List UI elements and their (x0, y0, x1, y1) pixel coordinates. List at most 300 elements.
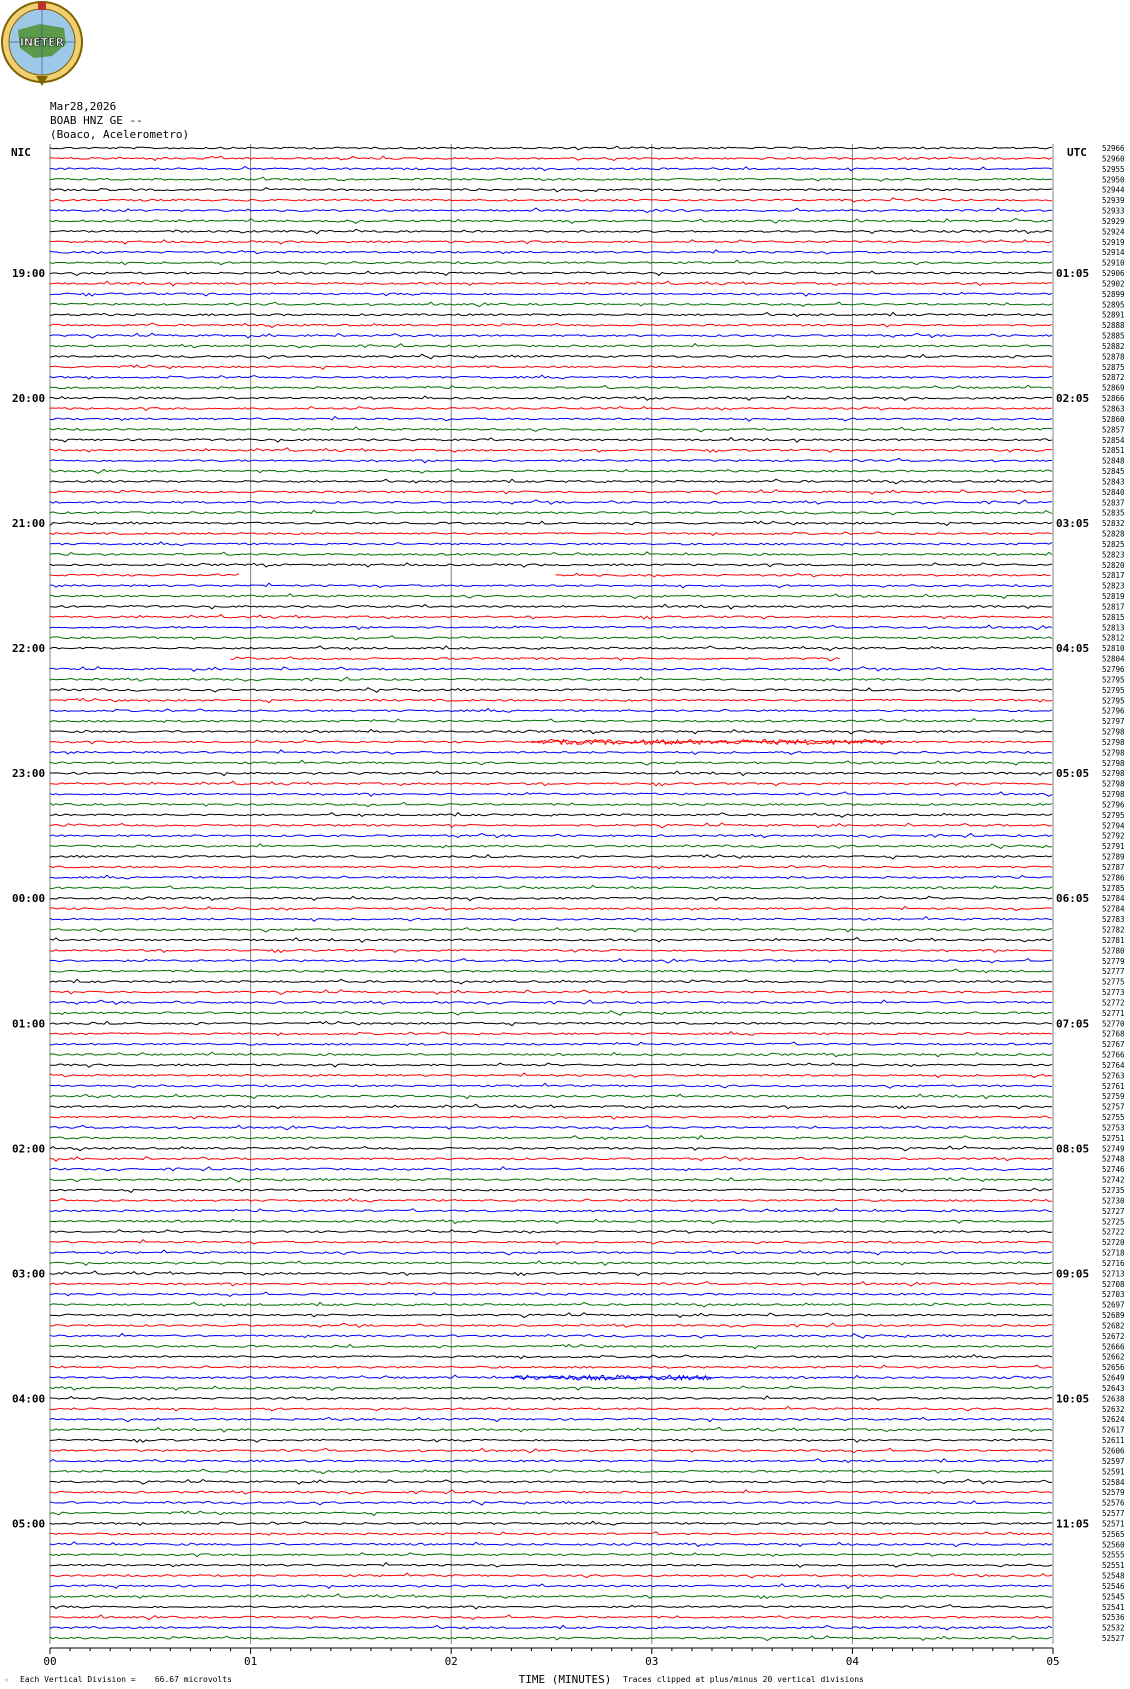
trace-label: 52638 (1102, 1394, 1125, 1404)
seismic-trace (50, 792, 1052, 796)
seismic-trace (50, 458, 1052, 462)
x-tick-label: 03 (645, 1655, 659, 1669)
seismic-trace (50, 1490, 1052, 1494)
right-time-label: 09:05 (1056, 1267, 1090, 1281)
seismic-trace (50, 1427, 1052, 1432)
trace-label: 52611 (1102, 1436, 1125, 1446)
seismic-trace (50, 1511, 1052, 1515)
trace-label: 52851 (1102, 446, 1125, 456)
trace-label: 52777 (1102, 967, 1125, 977)
seismic-trace (50, 1230, 1052, 1234)
trace-label: 52597 (1102, 1456, 1125, 1466)
trace-label: 52772 (1102, 998, 1125, 1008)
trace-label: 52789 (1102, 852, 1125, 862)
trace-label: 52759 (1102, 1092, 1125, 1102)
seismic-trace (50, 438, 1052, 443)
seismic-trace (50, 1469, 1052, 1473)
seismic-trace (50, 1500, 1052, 1504)
trace-label: 52832 (1102, 519, 1125, 529)
trace-label: 52722 (1102, 1227, 1125, 1237)
seismic-trace (50, 1355, 1052, 1359)
seismic-trace (50, 1198, 1052, 1202)
seismic-trace (50, 615, 1052, 619)
trace-label: 52795 (1102, 810, 1125, 820)
seismic-trace (50, 865, 1052, 869)
trace-label: 52579 (1102, 1488, 1125, 1498)
x-axis-ticks (43, 1648, 1059, 1668)
right-time-label: 07:05 (1056, 1017, 1090, 1031)
trace-label: 52910 (1102, 258, 1125, 268)
seismic-trace (50, 1208, 1052, 1211)
seismic-trace (50, 750, 1052, 755)
x-tick-label: 04 (845, 1655, 860, 1669)
trace-label: 52795 (1102, 696, 1125, 706)
seismic-trace (50, 1636, 1052, 1641)
seismic-trace (50, 885, 1052, 888)
seismic-trace (50, 928, 1052, 932)
seismic-trace (50, 1459, 1052, 1463)
seismic-trace (50, 229, 1052, 233)
scale-note: Each Vertical Division = 66.67 microvolts (20, 1675, 232, 1684)
plot-date: Mar28,2026 (50, 100, 117, 113)
trace-label: 52785 (1102, 883, 1125, 893)
seismic-trace (50, 646, 1052, 651)
trace-group (50, 146, 1052, 1640)
seismic-trace (50, 1615, 1052, 1619)
seismic-trace (50, 959, 1052, 963)
trace-label: 52786 (1102, 873, 1125, 883)
trace-label: 52768 (1102, 1029, 1125, 1039)
station-code: BOAB HNZ GE -- (50, 114, 143, 127)
seismic-trace (50, 500, 1052, 504)
trace-label: 52854 (1102, 435, 1125, 445)
station-location: (Boaco, Acelerometro) (50, 128, 190, 141)
seismic-trace (50, 604, 1052, 609)
seismic-trace (231, 657, 840, 661)
seismic-trace (50, 1011, 1052, 1015)
trace-label: 52906 (1102, 269, 1125, 279)
trace-label: 52798 (1102, 779, 1125, 789)
trace-label: 52929 (1102, 216, 1125, 226)
trace-label: 52798 (1102, 769, 1125, 779)
trace-label: 52548 (1102, 1571, 1125, 1581)
seismic-trace (50, 1156, 1052, 1161)
seismic-trace (50, 323, 1052, 327)
trace-label: 52735 (1102, 1186, 1125, 1195)
trace-label: 52624 (1102, 1415, 1125, 1425)
trace-label: 52863 (1102, 404, 1125, 414)
trace-label: 52766 (1102, 1050, 1125, 1060)
seismic-trace (50, 542, 1052, 546)
seismic-trace (50, 563, 1052, 567)
seismic-trace (50, 969, 1052, 973)
trace-label: 52591 (1102, 1467, 1125, 1477)
clip-note: Traces clipped at plus/minus 20 vertical divisions (623, 1675, 864, 1684)
trace-label: 52703 (1102, 1290, 1125, 1300)
trace-label: 52551 (1102, 1561, 1125, 1571)
corner-mark: ◦ (4, 1676, 9, 1685)
trace-label: 52869 (1102, 383, 1125, 393)
seismic-trace (50, 177, 1052, 181)
seismic-trace (50, 1313, 1052, 1318)
trace-label: 52751 (1102, 1133, 1125, 1143)
seismic-trace (50, 417, 1052, 422)
seismic-trace (50, 1448, 1052, 1452)
seismic-trace (50, 1521, 1052, 1525)
trace-label: 52773 (1102, 988, 1125, 998)
trace-label: 52837 (1102, 498, 1125, 508)
trace-label: 52950 (1102, 175, 1125, 185)
trace-label: 52713 (1102, 1269, 1125, 1279)
seismic-trace (50, 1073, 1052, 1078)
seismic-trace (50, 771, 1052, 776)
trace-label: 52820 (1102, 560, 1125, 570)
seismic-trace (50, 1375, 1052, 1378)
seismic-trace (50, 188, 1052, 192)
right-timezone-label: UTC (1067, 146, 1087, 159)
trace-label: 52532 (1102, 1623, 1125, 1633)
trace-label: 52672 (1102, 1331, 1125, 1341)
trace-label: 52960 (1102, 154, 1125, 164)
trace-label: 52708 (1102, 1279, 1125, 1289)
trace-label: 52914 (1102, 248, 1125, 258)
trace-label: 52757 (1102, 1102, 1125, 1112)
trace-label: 52835 (1102, 508, 1125, 518)
seismic-trace (50, 719, 1052, 723)
trace-label: 52794 (1102, 821, 1125, 831)
trace-label: 52781 (1102, 935, 1125, 945)
seismic-trace (50, 802, 1052, 806)
trace-label: 52825 (1102, 539, 1125, 549)
seismic-trace (50, 1063, 1052, 1067)
seismic-trace (50, 855, 1052, 859)
trace-label: 52798 (1102, 737, 1125, 747)
seismic-trace (50, 1250, 1052, 1255)
trace-label: 52779 (1102, 956, 1125, 966)
seismic-trace (50, 698, 1052, 702)
trace-label: 52813 (1102, 623, 1125, 633)
seismic-trace (50, 260, 1052, 265)
seismic-trace (50, 344, 1052, 348)
seismic-trace (50, 896, 1052, 900)
trace-label: 52795 (1102, 685, 1125, 695)
left-time-labels (12, 267, 45, 1530)
seismic-trace (50, 396, 1052, 400)
seismic-trace (50, 1000, 1052, 1004)
trace-label: 52720 (1102, 1238, 1125, 1248)
seismic-trace (50, 469, 1052, 473)
trace-label: 52753 (1102, 1123, 1125, 1133)
seismic-trace (50, 521, 1052, 525)
trace-label: 52810 (1102, 644, 1125, 654)
seismic-trace (50, 146, 1052, 150)
seismic-trace (50, 813, 1052, 818)
seismic-trace (50, 1553, 1052, 1557)
right-time-label: 05:05 (1056, 767, 1090, 781)
trace-label: 52560 (1102, 1540, 1125, 1550)
seismic-trace (50, 1417, 1052, 1421)
left-time-label: 01:00 (12, 1017, 46, 1031)
seismic-trace (50, 208, 1052, 213)
right-time-label: 01:05 (1056, 267, 1090, 281)
right-time-label: 02:05 (1056, 392, 1090, 406)
trace-label: 52643 (1102, 1383, 1125, 1393)
seismic-trace (50, 667, 1052, 672)
trace-label: 52804 (1102, 654, 1125, 664)
seismic-trace (50, 1344, 1052, 1348)
seismic-trace (50, 375, 1052, 379)
trace-label: 52902 (1102, 279, 1125, 289)
seismic-trace (50, 427, 1052, 432)
seismic-trace (50, 938, 1052, 943)
left-time-label: 00:00 (12, 892, 46, 906)
left-time-label: 23:00 (12, 767, 46, 781)
trace-label: 52885 (1102, 331, 1125, 341)
trace-label: 52755 (1102, 1113, 1125, 1123)
seismic-trace (50, 1333, 1052, 1338)
trace-label: 52924 (1102, 227, 1125, 237)
trace-label: 52697 (1102, 1300, 1125, 1310)
trace-label: 52617 (1102, 1425, 1125, 1435)
seismic-trace (50, 1573, 1052, 1578)
seismic-trace (50, 365, 1052, 369)
trace-label: 52730 (1102, 1196, 1125, 1206)
seismic-trace (50, 949, 1052, 952)
right-time-label: 06:05 (1056, 892, 1090, 906)
seismic-trace (50, 875, 1052, 879)
trace-label: 52872 (1102, 373, 1125, 383)
seismic-trace (50, 917, 1052, 922)
seismic-trace (50, 312, 1052, 316)
trace-label: 52666 (1102, 1342, 1125, 1352)
seismic-trace (50, 1282, 1052, 1286)
seismic-trace (50, 1563, 1052, 1568)
seismic-trace (50, 250, 1052, 254)
trace-label: 52895 (1102, 300, 1125, 310)
trace-label: 52882 (1102, 341, 1125, 351)
trace-label: 52817 (1102, 571, 1125, 581)
trace-label: 52792 (1102, 831, 1125, 841)
seismic-trace (50, 292, 1052, 296)
seismic-trace (50, 729, 1052, 733)
trace-label: 52775 (1102, 977, 1125, 987)
seismic-trace (50, 240, 1052, 244)
trace-label: 52536 (1102, 1613, 1125, 1623)
trace-label: 52632 (1102, 1404, 1125, 1414)
trace-label: 52584 (1102, 1477, 1125, 1487)
seismic-trace (50, 1261, 1052, 1266)
trace-label: 52796 (1102, 800, 1125, 810)
left-time-label: 05:00 (12, 1517, 46, 1531)
trace-label: 52843 (1102, 477, 1125, 487)
trace-label: 52845 (1102, 467, 1125, 477)
trace-label: 52780 (1102, 946, 1125, 956)
trace-label: 52787 (1102, 862, 1125, 872)
seismic-trace (50, 407, 1052, 411)
trace-label: 52649 (1102, 1373, 1125, 1383)
seismic-trace (50, 636, 1052, 640)
trace-label: 52828 (1102, 529, 1125, 539)
seismic-trace (50, 490, 1052, 495)
trace-label: 52727 (1102, 1206, 1125, 1216)
seismic-trace (50, 1094, 1052, 1099)
trace-label: 52817 (1102, 602, 1125, 612)
trace-label: 52764 (1102, 1060, 1125, 1070)
seismic-trace (50, 573, 239, 576)
trace-label: 52555 (1102, 1550, 1125, 1560)
trace-label: 52919 (1102, 237, 1125, 247)
trace-label: 52944 (1102, 185, 1125, 195)
seismic-trace (50, 1146, 1052, 1151)
x-tick-label: 02 (444, 1655, 458, 1669)
trace-label: 52749 (1102, 1144, 1125, 1154)
trace-label: 52742 (1102, 1175, 1125, 1185)
trace-label: 52783 (1102, 915, 1125, 925)
seismic-trace (50, 1116, 1052, 1120)
trace-label: 52878 (1102, 352, 1125, 362)
seismic-trace (50, 833, 1052, 837)
seismic-trace (50, 1136, 1052, 1140)
seismic-trace (50, 1532, 1052, 1535)
right-time-label: 04:05 (1056, 642, 1090, 656)
seismic-trace (50, 1625, 1052, 1630)
trace-label: 52746 (1102, 1165, 1125, 1175)
trace-label: 52860 (1102, 414, 1125, 424)
right-time-labels (1056, 267, 1089, 1530)
trace-label: 52848 (1102, 456, 1125, 466)
seismic-trace (50, 354, 1052, 358)
seismic-trace (50, 823, 1052, 828)
trace-label: 52819 (1102, 592, 1125, 602)
left-time-label: 20:00 (12, 392, 46, 406)
trace-label: 52899 (1102, 289, 1125, 299)
trace-label: 52939 (1102, 196, 1125, 206)
trace-label: 52771 (1102, 1008, 1125, 1018)
trace-label: 52577 (1102, 1509, 1125, 1519)
left-time-label: 04:00 (12, 1392, 46, 1406)
seismic-trace (50, 166, 1052, 170)
trace-label: 52955 (1102, 164, 1125, 174)
seismic-trace (50, 448, 1052, 452)
seismic-trace (50, 281, 1052, 286)
trace-label: 52797 (1102, 717, 1125, 727)
seismic-trace (50, 302, 1052, 306)
trace-label: 52812 (1102, 633, 1125, 643)
seismic-trace (50, 677, 1052, 681)
x-tick-label: 00 (43, 1655, 57, 1669)
seismic-trace (50, 740, 1052, 744)
trace-label: 52796 (1102, 665, 1125, 674)
trace-label: 52716 (1102, 1258, 1125, 1268)
trace-label: 52541 (1102, 1602, 1125, 1612)
right-time-label: 08:05 (1056, 1142, 1090, 1156)
seismic-trace (50, 1104, 1052, 1108)
left-timezone-label: NIC (11, 146, 31, 159)
trace-label: 52725 (1102, 1217, 1125, 1227)
trace-label: 52840 (1102, 487, 1125, 497)
trace-label: 52791 (1102, 842, 1125, 852)
seismic-trace (50, 1271, 1052, 1275)
trace-label: 52798 (1102, 748, 1125, 758)
seismic-trace (50, 1584, 1052, 1589)
seismic-trace (50, 1219, 1052, 1223)
seismic-trace (50, 552, 1052, 555)
trace-label: 52933 (1102, 206, 1125, 216)
left-time-label: 22:00 (12, 642, 46, 656)
seismic-trace (50, 218, 1052, 223)
trace-label: 52656 (1102, 1363, 1125, 1373)
seismic-trace (50, 1188, 1052, 1192)
seismic-trace (50, 844, 1052, 849)
logo-text: INETER (19, 36, 65, 49)
seismic-trace (50, 594, 1052, 599)
trace-label: 52571 (1102, 1519, 1125, 1529)
seismic-trace (50, 156, 1052, 160)
seismic-trace (50, 1542, 1052, 1547)
trace-label: 52857 (1102, 425, 1125, 435)
seismic-trace (50, 1396, 1052, 1400)
seismic-trace (50, 385, 1052, 389)
trace-label: 52798 (1102, 727, 1125, 737)
seismic-trace (50, 333, 1052, 338)
trace-label: 52966 (1102, 144, 1125, 153)
trace-label: 52527 (1102, 1634, 1125, 1644)
seismic-trace (50, 1083, 1052, 1088)
x-axis-title: TIME (MINUTES) (518, 1673, 612, 1686)
trace-label: 52763 (1102, 1071, 1125, 1081)
seismic-trace (50, 1323, 1052, 1327)
seismic-trace (50, 1167, 1052, 1171)
x-tick-label: 05 (1046, 1655, 1060, 1669)
seismic-trace (50, 1052, 1052, 1057)
seismic-trace (50, 583, 1052, 588)
seismic-trace (50, 1439, 1052, 1443)
trace-label: 52767 (1102, 1040, 1125, 1050)
seismic-trace (50, 479, 1052, 484)
seismic-trace (50, 1240, 1052, 1245)
seismic-trace (50, 760, 1052, 765)
trace-label: 52784 (1102, 904, 1125, 914)
left-time-label: 02:00 (12, 1142, 46, 1156)
seismic-trace (50, 198, 1052, 202)
left-time-label: 03:00 (12, 1267, 46, 1281)
trace-label: 52798 (1102, 758, 1125, 768)
trace-label: 52795 (1102, 675, 1125, 685)
trace-label: 52748 (1102, 1154, 1125, 1164)
trace-label: 52866 (1102, 394, 1125, 404)
trace-label: 52815 (1102, 612, 1125, 622)
trace-label: 52782 (1102, 925, 1125, 935)
trace-label: 52823 (1102, 550, 1125, 560)
trace-label: 52682 (1102, 1321, 1125, 1331)
trace-label: 52545 (1102, 1592, 1125, 1602)
seismic-trace (50, 979, 1052, 984)
seismic-trace (50, 709, 1052, 713)
seismic-trace (50, 1125, 1052, 1129)
trace-label: 52689 (1102, 1311, 1125, 1321)
seismic-trace (50, 990, 1052, 995)
seismic-trace (556, 573, 1051, 576)
trace-label: 52546 (1102, 1581, 1125, 1591)
seismic-trace (50, 532, 1052, 536)
trace-label: 52718 (1102, 1248, 1125, 1258)
seismic-trace (50, 1479, 1052, 1484)
trace-label: 52662 (1102, 1352, 1125, 1362)
left-time-label: 19:00 (12, 267, 46, 281)
seismic-trace (50, 1032, 1052, 1036)
seismic-trace (50, 271, 1052, 275)
seismic-trace (50, 781, 1052, 785)
